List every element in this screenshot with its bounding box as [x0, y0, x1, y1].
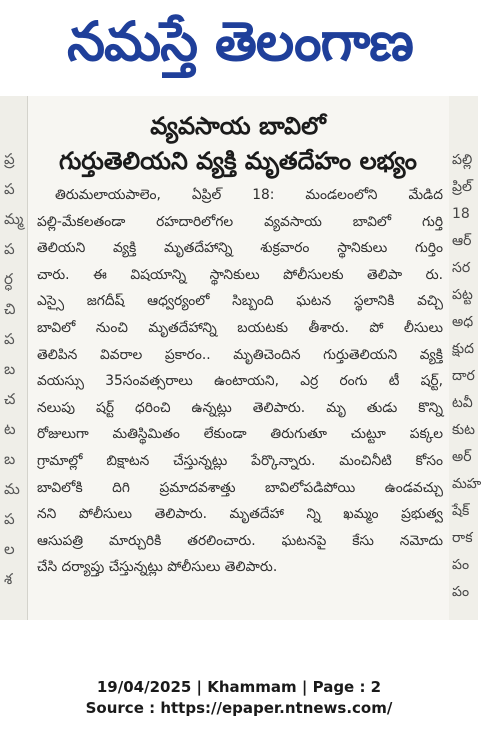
right-fragment: మహ — [452, 476, 481, 492]
right-fragment: పం — [452, 557, 470, 573]
masthead — [0, 0, 478, 96]
left-fragment: ప — [4, 330, 15, 348]
left-fragment: ప్ర — [4, 150, 15, 168]
left-fragment: ర్ధ — [4, 270, 13, 288]
article-line: పల్లి-మేకలతండా రహదారిలోగల వ్యవసాయ బావిలో గుర్తి — [37, 213, 443, 230]
headline-line-1: వ్యవసాయ బావిలో — [150, 112, 326, 140]
right-fragment: క్షుద — [452, 341, 475, 357]
left-fragment: మ — [4, 480, 20, 498]
article-line: ఎస్సై జగదీష్ ఆధ్వర్యంలో సిబ్బంది ఘటన స్థలానికి వచ్చి — [37, 293, 443, 310]
adjacent-column-right — [449, 96, 481, 620]
article-line: నలుపు షర్ట్ ధరించి ఉన్నట్లు తెలిపారు. మృ తుడు కొన్ని — [37, 399, 443, 416]
article-line: నని పోలీసులు తెలిపారు. మృతదేహా న్ని ఖమ్మం ప్రభుత్వ — [37, 506, 443, 523]
right-fragment: అధ — [452, 314, 474, 330]
article-line: తిరుమలాయపాలెం, ఏప్రిల్ 18: మండలంలోని మేడిద — [55, 187, 443, 203]
right-fragment: పం — [452, 584, 470, 600]
right-fragment: రాక — [452, 530, 473, 546]
source-link[interactable]: Source : https://epaper.ntnews.com/ — [85, 699, 393, 717]
adjacent-column-left — [0, 96, 27, 620]
right-fragment: అర్ — [452, 449, 472, 465]
article-line: తెలియని వ్యక్తి మృతదేహాన్ని శుక్రవారం స్థానికులు గుర్తిం — [37, 240, 443, 257]
left-fragment: బ — [4, 450, 16, 468]
right-fragment: కుట — [452, 422, 475, 438]
article-line: తెలిపిన వివరాల ప్రకారం.. మృతిచెందిన గుర్తుతెలియని వ్యక్తి — [37, 346, 443, 363]
article-line: చారు. ఈ విషయాన్ని స్థానికులు పోలీసులకు తెలిపా రు. — [37, 266, 443, 283]
left-fragment: ట — [4, 420, 16, 438]
article-line: గ్రామాల్లో బిక్షాటన చేస్తున్నట్లు పేర్కొన్నారు. మంచినీటి కోసం — [37, 452, 443, 469]
article-line: రోజులుగా మతిస్థిమితం లేకుండా తిరుగుతూ చుట్టూ పక్కల — [37, 426, 443, 443]
headline-line-2: గుర్తుతెలియని వ్యక్తి మృతదేహం లభ్యం — [59, 147, 417, 175]
left-fragment: మ్మ — [4, 210, 24, 228]
right-fragment: పల్లి — [452, 152, 473, 168]
article-line: బావిలోకి దిగి ప్రమాదవశాత్తు బావిలోపడిపోయి ఉండవచ్చు — [37, 479, 443, 496]
right-fragment: పట్ట — [452, 287, 473, 303]
article-line: బావిలో నుంచి మృతదేహాన్ని బయటకు తీశారు. పో లీసులు — [37, 319, 443, 336]
article-line: వయస్సు 35సంవత్సరాలు ఉంటాయని, ఎర్ర రంగు టీ షర్ట్, — [37, 373, 443, 390]
right-fragment: 18 — [452, 206, 470, 222]
right-fragment: దార — [452, 368, 475, 384]
article-line: చేసి దర్యాప్తు చేస్తున్నట్లు పోలీసులు తెలిపారు. — [37, 559, 278, 576]
edition-info: 19/04/2025 | Khammam | Page : 2 — [96, 678, 382, 696]
article-line: ఆసుపత్రి మార్చురికి తరలించారు. ఘటనపై కేసు నమోదు — [37, 532, 443, 549]
left-fragment: చ — [4, 390, 16, 408]
left-fragment: ప — [4, 240, 15, 258]
masthead-logo: నమస్తే తెలంగాణ — [67, 9, 413, 73]
right-fragment: సర — [452, 260, 471, 276]
right-fragment: ఆర్ — [452, 233, 472, 249]
right-fragment: టవీ — [452, 395, 473, 411]
left-fragment: బ — [4, 360, 16, 378]
right-fragment: ప్రిల్ — [452, 179, 472, 195]
article-body — [37, 182, 443, 581]
right-fragment: షేక్ — [452, 503, 470, 519]
left-fragment: ప — [4, 510, 15, 528]
left-fragment: ల — [4, 540, 15, 558]
left-fragment: శ — [4, 570, 13, 588]
left-fragment: ప — [4, 180, 15, 198]
left-fragment: చి — [4, 300, 16, 318]
